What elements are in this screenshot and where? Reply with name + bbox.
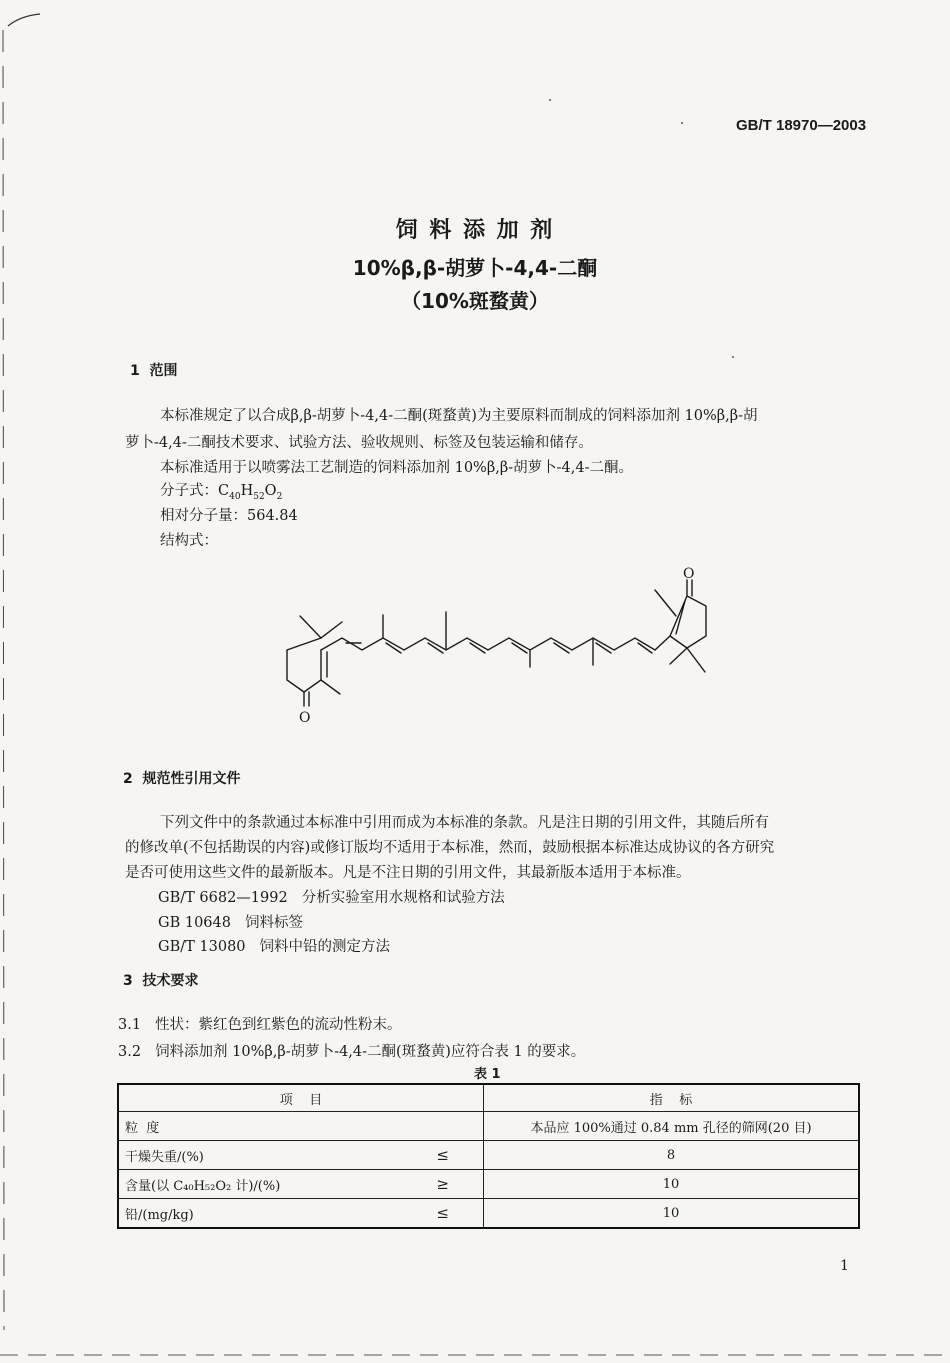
- clause-text: 性状：紫红色到红紫色的流动性粉末。: [155, 1017, 402, 1033]
- row-value: 10: [484, 1199, 860, 1229]
- row-value: 8: [484, 1141, 860, 1170]
- formula-c-sub: 40: [229, 491, 241, 502]
- row-item: [118, 1141, 484, 1170]
- relation-symbol: ≤: [436, 1203, 449, 1222]
- clause-3-1: [118, 1013, 402, 1034]
- table-header-row: [118, 1084, 859, 1112]
- row-value: 本品应 100%通过 0.84 mm 孔径的筛网(20 目): [484, 1112, 860, 1141]
- title-line-1: 饲 料 添 加 剂: [395, 218, 555, 243]
- reference-code: GB/T 13080: [158, 939, 246, 955]
- oxygen-label-left: O: [299, 710, 311, 726]
- standard-code: GB/T 18970—2003: [736, 117, 867, 134]
- clause-text: 饲料添加剂 10%β,β-胡萝卜-4,4-二酮(斑蝥黄)应符合表 1 的要求。: [155, 1044, 586, 1060]
- structural-formula: [270, 560, 720, 730]
- formula-o-sub: 2: [276, 491, 283, 502]
- row-value: 10: [484, 1170, 860, 1199]
- section-1-para1-line2: 萝卜-4,4-二酮技术要求、试验方法、验收规则、标签及包装运输和储存。: [125, 435, 593, 451]
- section-2-para-line2: 的修改单(不包括勘误的内容)或修订版均不适用于本标准，然而，鼓励根据本标准达成协议的各方研究: [125, 840, 775, 856]
- formula-c: C: [218, 483, 230, 499]
- reference-title: 饲料中铅的测定方法: [259, 939, 391, 955]
- spec-table: [117, 1083, 860, 1229]
- row-item: [118, 1170, 484, 1199]
- reference-code: GB 10648: [158, 915, 231, 931]
- reference-item: [158, 911, 303, 932]
- section-1-para2: 本标准适用于以喷雾法工艺制造的饲料添加剂 10%β,β-胡萝卜-4,4-二酮。: [160, 460, 633, 476]
- table-row: [118, 1112, 859, 1141]
- formula-h: H: [240, 483, 254, 499]
- row-item: [118, 1112, 484, 1141]
- section-1-para1-line1: 本标准规定了以合成β,β-胡萝卜-4,4-二酮(斑蝥黄)为主要原料而制成的饲料添加剂 10%β,β-胡: [160, 408, 758, 424]
- table-caption: 表 1: [474, 1067, 501, 1082]
- table-row: [118, 1141, 859, 1170]
- table-row: [118, 1170, 859, 1199]
- header-index: 指 标: [484, 1084, 860, 1112]
- reference-title: 分析实验室用水规格和试验方法: [301, 890, 505, 906]
- mw-label: 相对分子量：: [160, 508, 247, 524]
- clause-3-2: [118, 1040, 585, 1061]
- mw-value: 564.84: [247, 508, 298, 524]
- section-3-heading: 3 技术要求: [123, 973, 199, 989]
- title-line-2: 10%β,β-胡萝卜-4,4-二酮: [352, 256, 598, 280]
- reference-code: GB/T 6682—1992: [158, 890, 288, 906]
- row-item: [118, 1199, 484, 1229]
- structure-label: 结构式：: [160, 533, 218, 549]
- section-2-para-line3: 是否可使用这些文件的最新版本。凡是不注日期的引用文件，其最新版本适用于本标准。: [125, 865, 691, 881]
- section-2-para-line1: 下列文件中的条款通过本标准中引用而成为本标准的条款。凡是注日期的引用文件，其随后所有: [160, 815, 769, 831]
- table-row: [118, 1199, 859, 1229]
- item-text: 粒 度: [125, 1120, 160, 1136]
- molecular-formula: [160, 479, 282, 502]
- header-item: 项 目: [118, 1084, 484, 1112]
- title-line-3: （10%斑蝥黄）: [401, 289, 549, 313]
- formula-o: O: [264, 483, 277, 499]
- clause-number: 3.1: [118, 1017, 142, 1033]
- molecular-weight: [160, 504, 298, 525]
- reference-item: [158, 886, 505, 907]
- item-text: 铅/(mg/kg): [125, 1207, 194, 1223]
- relation-symbol: ≤: [436, 1145, 449, 1164]
- formula-h-sub: 52: [253, 491, 265, 502]
- reference-title: 饲料标签: [244, 915, 303, 931]
- oxygen-label-right: O: [683, 566, 695, 582]
- relation-symbol: ≥: [436, 1174, 449, 1193]
- page-number: 1: [840, 1258, 849, 1274]
- reference-item: [158, 935, 390, 956]
- clause-number: 3.2: [118, 1044, 142, 1060]
- item-text: 含量(以 C₄₀H₅₂O₂ 计)/(%): [125, 1178, 281, 1194]
- item-text: 干燥失重/(%): [125, 1149, 204, 1165]
- section-1-heading: 1 范围: [130, 363, 178, 379]
- section-2-heading: 2 规范性引用文件: [123, 771, 241, 787]
- formula-label: 分子式：: [160, 483, 218, 499]
